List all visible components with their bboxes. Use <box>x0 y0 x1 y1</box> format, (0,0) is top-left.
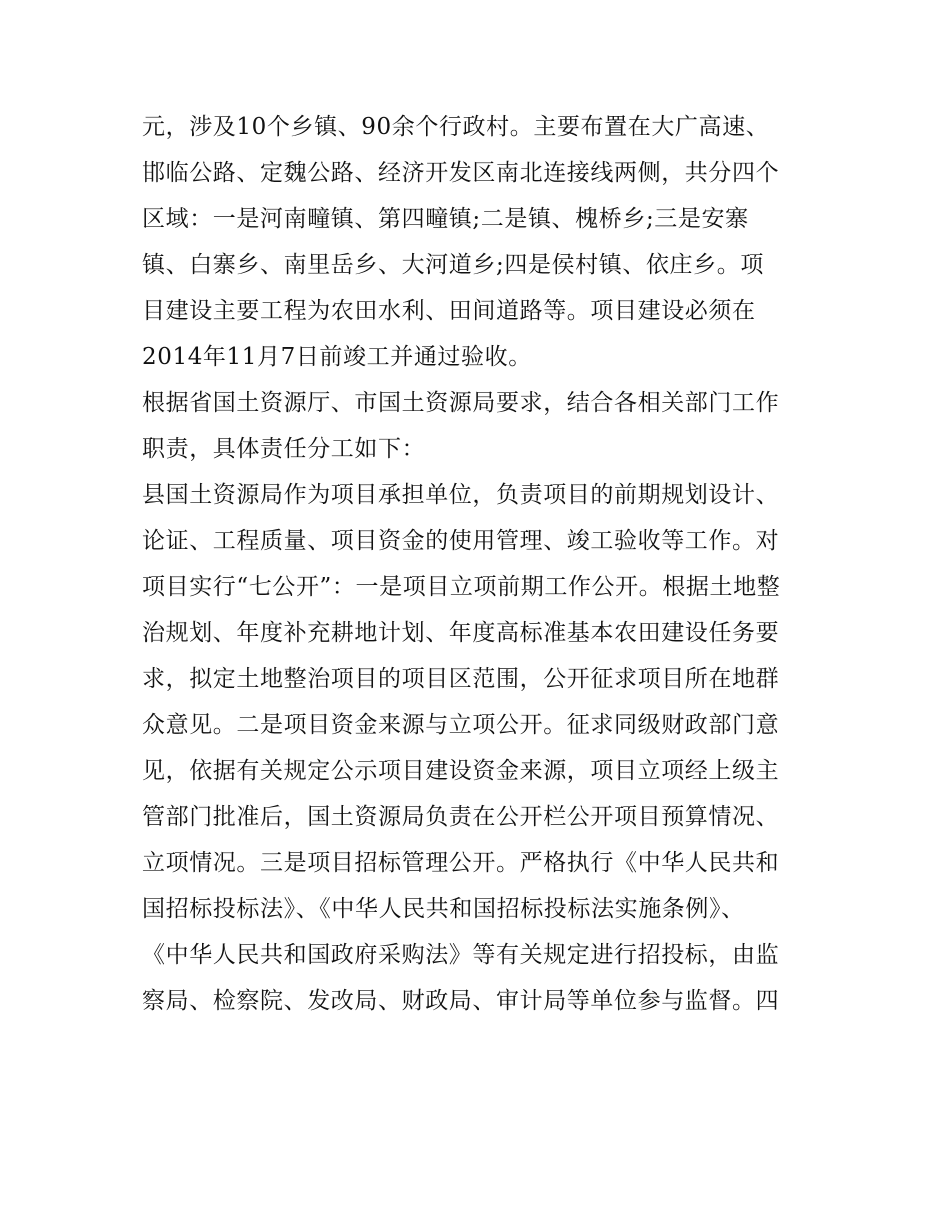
text-line: 管部门批准后，国土资源局负责在公开栏公开项目预算情况、 <box>142 804 780 830</box>
text-line: 2014年11月7日前竣工并通过验收。 <box>142 344 532 370</box>
text-line: 区域：一是河南疃镇、第四疃镇;二是镇、槐桥乡;三是安寨 <box>142 206 749 232</box>
text-line: 见，依据有关规定公示项目建设资金来源，项目立项经上级主 <box>142 758 780 784</box>
text-line: 职责，具体责任分工如下： <box>142 436 426 462</box>
text-line: 邯临公路、定魏公路、经济开发区南北连接线两侧，共分四个 <box>142 160 780 186</box>
text-line: 县国土资源局作为项目承担单位，负责项目的前期规划设计、 <box>142 482 780 508</box>
text-line: 项目实行“七公开”：一是项目立项前期工作公开。根据土地整 <box>142 574 781 600</box>
body-text <box>142 104 814 1024</box>
text-line: 察局、检察院、发改局、财政局、审计局等单位参与监督。四 <box>142 988 780 1014</box>
text-line: 立项情况。三是项目招标管理公开。严格执行《中华人民共和 <box>142 850 780 876</box>
text-line: 元，涉及10个乡镇、90余个行政村。主要布置在大广高速、 <box>142 114 770 140</box>
text-line: 根据省国土资源厅、市国土资源局要求，结合各相关部门工作 <box>142 390 780 416</box>
text-line: 论证、工程质量、项目资金的使用管理、竣工验收等工作。对 <box>142 528 780 554</box>
text-line: 目建设主要工程为农田水利、田间道路等。项目建设必须在 <box>142 298 756 324</box>
text-line: 求，拟定土地整治项目的项目区范围，公开征求项目所在地群 <box>142 666 780 692</box>
text-line: 治规划、年度补充耕地计划、年度高标准基本农田建设任务要 <box>142 620 780 646</box>
text-line: 众意见。二是项目资金来源与立项公开。征求同级财政部门意 <box>142 712 780 738</box>
text-line: 国招标投标法》、《中华人民共和国招标投标法实施条例》、 <box>142 896 745 922</box>
text-line: 《中华人民共和国政府采购法》等有关规定进行招投标，由监 <box>142 942 780 968</box>
text-line: 镇、白寨乡、南里岳乡、大河道乡;四是侯村镇、依庄乡。项 <box>142 252 764 278</box>
